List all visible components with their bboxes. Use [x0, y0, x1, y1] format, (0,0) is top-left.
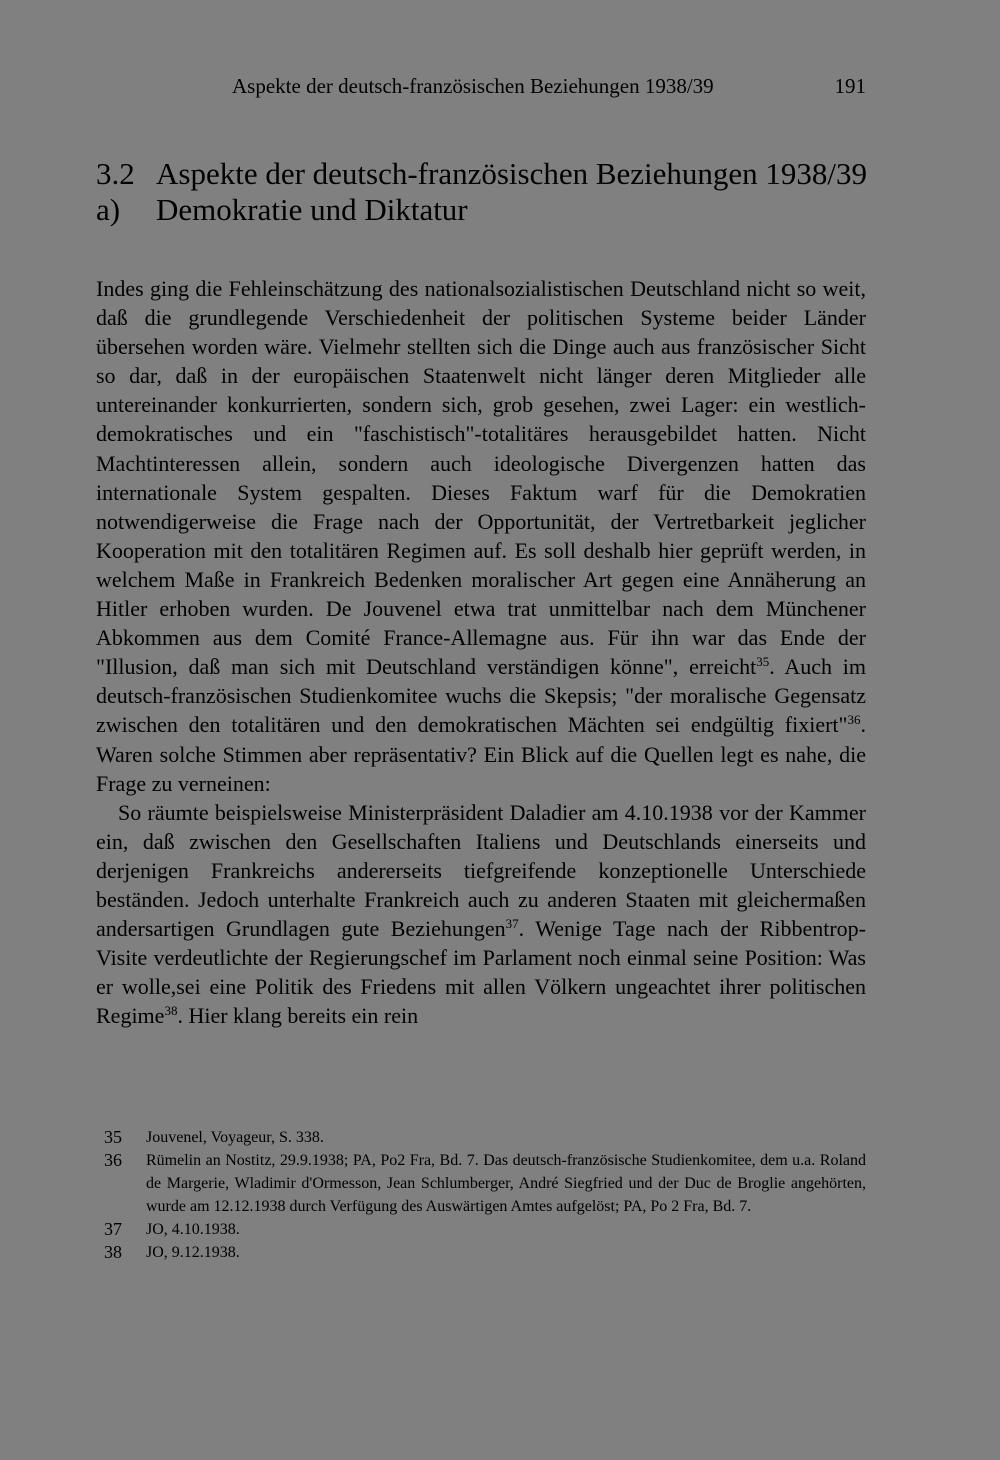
footnote-text: Jouvenel, Voyageur, S. 338. [146, 1129, 324, 1146]
subsection-label: a) [96, 192, 121, 227]
footnote-ref-36: 36 [847, 712, 861, 728]
footnote-text: Rümelin an Nostitz, 29.9.1938; PA, Po2 Fra, Bd. 7. Das deutsch-französische Studienkomitee, dem u.a. Roland de Margerie, Wladimir d'Ormesson, Jean Schlumberger, André Siegfried und der Duc de Broglie angehörten, wurde am 12.12.1938 durch Verfügung des Auswärtigen Amtes aufgelöst; PA, Po 2 Fra, Bd. 7. [146, 1152, 866, 1215]
subsection-heading-row [96, 192, 867, 228]
footnote-number: 35 [104, 1127, 122, 1147]
paragraph-1-part-1: Indes ging die Fehleinschätzung des nationalsozialistischen Deutschland nicht so weit, daß die grundlegende Verschiedenheit der politischen Systeme beider Länder übersehen worden wäre. Vielmehr stellten sich die Dinge auch aus französischer Sicht so dar, daß in der europäischen Staatenwelt nicht länger deren Mitglieder alle untereinander konkurrierten, sondern sich, grob gesehen, zwei Lager: ein westlich-demokratisches und ein "faschistisch"-totalitäres herausgebildet hatten. Nicht Machtinteressen allein, sondern auch ideologische Divergenzen hatten das internationale System gespalten. Dieses Faktum warf für die Demokratien notwendigerweise die Frage nach der Opportunität, der Vertretbarkeit jeglicher Kooperation mit den totalitären Regimen auf. Es soll deshalb hier geprüft werden, in welchem Maße in Frankreich Bedenken moralischer Art gegen eine Annäherung an Hitler erhoben wurden. De Jouvenel etwa trat unmittelbar nach dem Münchener Abkommen aus dem Comité France-Allemagne aus. Für ihn war das Ende der "Illusion, daß man sich mit Deutschland verständigen könne", erreicht [96, 276, 866, 680]
paragraph-1 [96, 274, 866, 798]
footnote-number: 38 [104, 1242, 122, 1262]
paragraph-1-part-2: . Auch im deutsch-französischen Studienkomitee wuchs die Skepsis; "der moralische Gegensatz zwischen den totalitären und den demokratischen Mächten sei endgültig fixiert" [96, 654, 866, 738]
subsection-title: Demokratie und Diktatur [156, 192, 468, 227]
footnote-ref-38: 38 [164, 1003, 178, 1019]
footnote-number: 37 [104, 1219, 122, 1239]
section-title: Aspekte der deutsch-französischen Beziehungen 1938/39 [156, 156, 868, 191]
footnotes [96, 1126, 866, 1264]
running-head [96, 74, 866, 104]
footnote-text: JO, 9.12.1938. [146, 1244, 240, 1261]
running-head-title: Aspekte der deutsch-französischen Beziehungen 1938/39 [232, 74, 714, 98]
footnote [96, 1149, 866, 1218]
section-heading [96, 156, 867, 228]
section-number: 3.2 [96, 156, 135, 191]
body-text [96, 274, 866, 1030]
paragraph-1-part-3: . Waren solche Stimmen aber repräsentativ? Ein Blick auf die Quellen legt es nahe, die Frage zu verneinen: [96, 712, 866, 796]
footnote-number: 36 [104, 1150, 122, 1170]
section-heading-row [96, 156, 867, 192]
footnote-text: JO, 4.10.1938. [146, 1221, 240, 1238]
footnote [96, 1241, 866, 1264]
paragraph-2-part-2: . Wenige Tage nach der Ribbentrop-Visite verdeutlichte der Regierungschef im Parlament noch einmal seine Position: Was er wolle,sei eine Politik des Friedens mit allen Völkern ungeachtet ihrer politischen Regime [96, 916, 866, 1029]
footnote [96, 1218, 866, 1241]
footnote-ref-37: 37 [505, 916, 519, 932]
paragraph-2-part-3: . Hier klang bereits ein rein [177, 1003, 419, 1029]
footnote [96, 1126, 866, 1149]
paragraph-2-part-1: So räumte beispielsweise Ministerpräsident Daladier am 4.10.1938 vor der Kammer ein, daß zwischen den Gesellschaften Italiens und Deutschlands einerseits und derjenigen Frankreichs andererseits tiefgreifende konzeptionelle Unterschiede beständen. Jedoch unterhalte Frankreich auch zu anderen Staaten mit gleichermaßen andersartigen Grundlagen gute Beziehungen [96, 799, 866, 942]
page-number: 191 [834, 74, 866, 98]
paragraph-2 [96, 798, 866, 1031]
footnote-ref-35: 35 [756, 654, 770, 670]
